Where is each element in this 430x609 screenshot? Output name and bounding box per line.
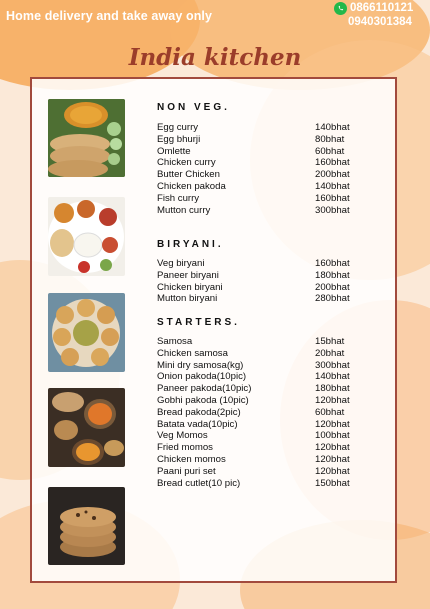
menu-item-price: 180bhat [315, 269, 350, 281]
menu-item-price: 160bhat [315, 157, 350, 169]
menu-item-price: 60bhat [315, 145, 345, 157]
menu-item-name: Omlette [157, 145, 191, 157]
non-veg-thali-photo [48, 99, 125, 177]
menu-item-name: Paneer pakoda(10pic) [157, 383, 252, 395]
menu-item-price: 150bhat [315, 477, 350, 489]
menu-item-price: 300bhat [315, 204, 350, 216]
menu-item-price: 60bhat [315, 406, 345, 418]
delivery-tagline: Home delivery and take away only [6, 9, 213, 23]
menu-item-price: 140bhat [315, 122, 350, 133]
menu-item-price: 140bhat [315, 181, 350, 192]
starters-soup-photo [48, 388, 125, 467]
phone-number-1[interactable]: 0866110121 [350, 2, 414, 14]
menu-frame [30, 77, 397, 583]
menu-item-name: Veg biryani [157, 258, 205, 269]
menu-item-name: Samosa [157, 336, 193, 347]
section-title-starters: STARTERS. [157, 317, 240, 328]
phone-number-2[interactable]: 0940301384 [348, 16, 412, 28]
menu-item-price: 15bhat [315, 336, 345, 347]
menu-item-name: Egg bhurji [157, 133, 201, 145]
menu-item-price: 200bhat [315, 281, 350, 293]
samosa-photo [48, 293, 125, 372]
menu-item-name: Mutton biryani [157, 293, 218, 305]
menu-item-name: Mutton curry [157, 204, 211, 216]
menu-item-name: Butter Chicken [157, 169, 220, 181]
menu-item-name: Paani puri set [157, 465, 216, 477]
section-title-biryani: BIRYANI. [157, 239, 224, 250]
menu-item-price: 120bhat [315, 418, 350, 430]
menu-item-price: 120bhat [315, 454, 350, 465]
menu-item-price: 20bhat [315, 347, 345, 359]
menu-item-price: 80bhat [315, 133, 345, 145]
menu-item-price: 200bhat [315, 169, 350, 181]
menu-item-name: Bread cutlet(10 pic) [157, 477, 241, 489]
phone-numbers [334, 1, 413, 29]
menu-item-name: Chicken pakoda [157, 181, 226, 192]
menu-item-name: Chicken curry [157, 157, 216, 169]
menu-item-price: 160bhat [315, 192, 350, 204]
menu-item-name: Onion pakoda(10pic) [157, 371, 247, 383]
menu-item-name: Chicken momos [157, 454, 226, 465]
biryani-thali-photo [48, 197, 125, 276]
menu-item-price: 280bhat [315, 293, 350, 305]
menu-item-price: 100bhat [315, 430, 350, 442]
menu-item-name: Gobhi pakoda (10pic) [157, 395, 249, 406]
header [0, 0, 430, 46]
menu-item-name: Egg curry [157, 122, 199, 133]
menu-item-name: Fried momos [157, 442, 213, 454]
menu-item-price: 180bhat [315, 383, 350, 395]
menu-item-price: 120bhat [315, 395, 350, 406]
menu-item-name: Batata vada(10pic) [157, 418, 238, 430]
menu-item-price: 120bhat [315, 465, 350, 477]
menu-item-name: Chicken samosa [157, 347, 228, 359]
menu-item-price: 120bhat [315, 442, 350, 454]
menu-item-price: 300bhat [315, 359, 350, 371]
menu-item-price: 140bhat [315, 371, 350, 383]
menu-item-name: Chicken biryani [157, 281, 223, 293]
menu-item-name: Mini dry samosa(kg) [157, 359, 244, 371]
menu-item-name: Fish curry [157, 192, 200, 204]
bread-cutlet-photo [48, 487, 125, 565]
section-title-non-veg: NON VEG. [157, 102, 230, 113]
menu-item-price: 160bhat [315, 258, 350, 269]
menu-item-name: Veg Momos [157, 430, 208, 442]
restaurant-title: India kitchen [128, 44, 302, 71]
menu-item-name: Paneer biryani [157, 269, 219, 281]
whatsapp-icon [334, 2, 347, 15]
menu-item-name: Bread pakoda(2pic) [157, 406, 241, 418]
